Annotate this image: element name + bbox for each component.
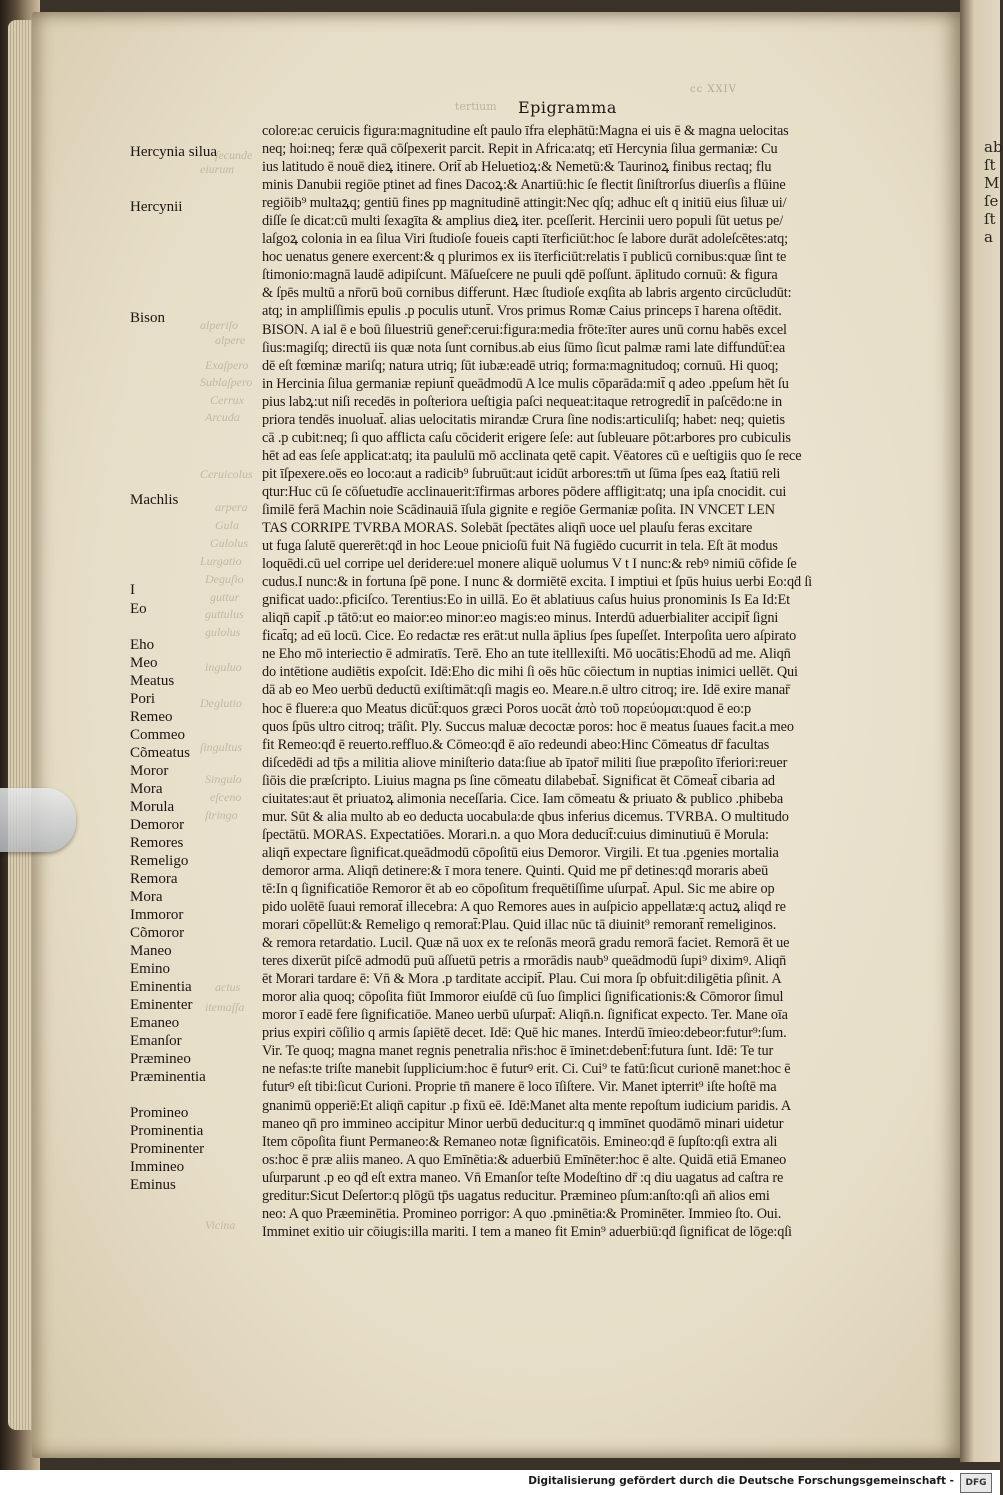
text-line: hoc uenatus genere exercent:& q plurimos ex iis īterficiūt:relatis ī publicū cornibus:quæ ſint te bbox=[262, 249, 787, 266]
text-line: ficat̄q; ad eū locū. Cice. Eo redactæ res erāt:ut nulla āplius ſpes ſupeſſet. Interpoſita uero aſpirato bbox=[262, 628, 797, 645]
text-line: greditur:Sicut Deſertor:q plōgū tp̄s uagatus reducitur. Præmineo pſum:anſto:qſi an̄ alios emi bbox=[262, 1187, 770, 1204]
text-line: diſſe ſe dicat:cū multi ſexagīta & amplius dieꝝ iter. pceſſerit. Hercinii uero populi ſūt uetus pe/ bbox=[262, 213, 784, 230]
show-through-text: Deglutio bbox=[200, 696, 242, 710]
margin-note: Remeligo bbox=[130, 853, 189, 869]
text-line: do intētione audiētis expoſcit. Idē:Eho dic mihi ſi oēs hūc cōiectum in nuptias inimici uellēt. Qui bbox=[262, 664, 798, 681]
text-line: ſtimonio:magnā laudē adipiſcunt. Māſueſcere ne puuli qdē poſſunt. āplitudo cornuū: & figura bbox=[262, 267, 778, 284]
text-line: diſcedēdi ad tp̄s a militia aliove miniſterio data:ſiue ab īpator̄ militi ſiue præpoſito īferiori:reuer bbox=[262, 754, 788, 771]
show-through-text: Deguſio bbox=[205, 572, 244, 586]
margin-note: Eminenter bbox=[130, 997, 193, 1013]
facing-page-edge bbox=[960, 0, 1003, 1462]
text-line: dē eſt fœminæ mariſq; natura utriq; ſūt iubæ:eadē utriq; forma:magnitudoq; cornuū. Hi quoq; bbox=[262, 357, 779, 374]
facing-page-text: M bbox=[984, 174, 1000, 192]
margin-note: Hercynia silua bbox=[130, 144, 218, 160]
text-line: qtur:Huc cū ſe cōſuetudīe acclinauerit:īfirmas arbores pōdere affligit:atq; una ipſa cnocidit. cui bbox=[262, 483, 787, 500]
margin-note: Meatus bbox=[130, 673, 175, 689]
text-line: loquēdi.cū uel corripe uel deridere:uel monere aliquē uolumus V t I nunc:& rebꝰ nimiū cōfide ſe bbox=[262, 556, 797, 573]
show-through-text: Gula bbox=[215, 518, 239, 532]
show-through-text: Lurgatio bbox=[200, 554, 242, 568]
folio-ghost: cc XXIV bbox=[690, 84, 737, 95]
margin-note: Eminentia bbox=[130, 979, 192, 995]
text-line: colore:ac ceruicis figura:magnitudine eſt paulo īfra elephātū:Magna ei uis ē & magna uelocitas bbox=[262, 123, 789, 139]
show-through-text: Arcuda bbox=[205, 410, 240, 424]
text-line: pit īſpexere.oēs eo loco:aut a radicib⁹ ſubruūt:aut icidūt arbores:tm̄ ut ſūma ſpes eaꝝ ſtatiū reli bbox=[262, 465, 781, 482]
margin-note: Emaneo bbox=[130, 1015, 180, 1031]
margin-note: Præminentia bbox=[130, 1069, 206, 1085]
margin-note: Hercynii bbox=[130, 199, 183, 215]
text-line: hēt ad eas ſeſe applicat:atq; ita paululū mō acclinata qetē capit. Vēatores cū e ueſtigiis quo ſe rece bbox=[262, 447, 802, 464]
text-line: tē:In q ſignificatiōe Remoror ēt ab eo cōpoſitum frequētiſſime uſurpat̄. Apul. Sic me abire op bbox=[262, 880, 775, 897]
text-line: moror ī eadē fere ſignificatiōe. Maneo uerbū uſurpat̄: Aliqn̄.n. ſignificat expecto. Ter. Mane oīa bbox=[262, 1007, 788, 1024]
bookmark-tab bbox=[0, 788, 76, 852]
show-through-text: eiurum bbox=[200, 162, 234, 176]
ghost-header: tertium bbox=[455, 100, 497, 113]
running-head: Epigramma bbox=[518, 98, 617, 117]
text-line: ne Eho mō interiectio ē admiratīs. Terē. Eho an tute itelllexiſti. Mō uocātis:Ehodū ad me. Aliqn̄ bbox=[262, 646, 791, 663]
show-through-text: actus bbox=[215, 980, 241, 994]
show-through-text: Vicina bbox=[205, 1218, 236, 1232]
text-line: gnanimū opperiē:Et aliqn̄ capitur .p fixū eē. Idē:Manet alta mente repoſtum iudicium paridis. A bbox=[262, 1097, 792, 1114]
show-through-text: Exaſpero bbox=[205, 358, 249, 372]
text-line: neo: A quo Præeminētia. Promineo porrigor: A quo .pminētia:& Prominēter. Immieo ſto. Oui. bbox=[262, 1205, 782, 1222]
text-line: ciuitates:aut ēt priuatoꝝ alimonia neceſſaria. Cice. Iam cōmeatu & priuato & publico .phibeba bbox=[262, 790, 784, 807]
text-line: ius latitudo ē nouē dieꝝ itinere. Orit̄ ab Heluetioꝝ:& Nemetū:& Taurinoꝝ finibus rectaq; flu bbox=[262, 159, 772, 176]
margin-note: Meo bbox=[130, 655, 158, 671]
text-line: Imminet exitio uir cōiugis:illa mariti. I tem a maneo fit Emin⁹ aduerbiū:qḋ ſignificat de lōge:qſi bbox=[262, 1223, 792, 1240]
text-line: aliqn̄ expectare ſignificat.queādmodū cōpoſitū eius Demoror. Virgili. Et tua .pgenies mortalia bbox=[262, 844, 779, 861]
show-through-text: itemaſſa bbox=[205, 1000, 245, 1014]
text-line: cā .p cubit:neq; ſi quo afflicta caſu cōciderit erigere ſeſe: aut ſubleuare pōt:arbores pro cubiculis bbox=[262, 429, 791, 446]
text-line: futurꝰ eſt tibi:ſicut Curioni. Proprie tn̄ manere ē loco īſiſtere. Vir. Manet ipterrit⁹ iſte hoſtē ma bbox=[262, 1079, 777, 1096]
text-line: prius expiri cōſilio q armis ſapiētē decet. Idē: Quē hic manes. Interdū īmieo:debeor:futur⁹:ſum. bbox=[262, 1025, 787, 1042]
text-line: ēt Morari tardare ē: Vn̄ & Mora .p tarditate accipit̄. Plau. Cui mora ſp obfuit:diligētia pſinit. A bbox=[262, 971, 782, 988]
margin-note: Mora bbox=[130, 889, 163, 905]
margin-note: Pori bbox=[130, 691, 156, 707]
text-line: in Hercinia ſilua germaniæ repiunt̄ queādmodū A lce mulis cōparāda:mit̄ q adeo .ppeſum hēt ſu bbox=[262, 375, 789, 392]
footer-credit: Digitalisierung gefördert durch die Deutsche Forschungsgemeinschaft - bbox=[528, 1475, 954, 1487]
text-line: aliqn̄ capit̄ .p tātō:ut eo maior:eo minor:eo magis:eo minus. Interdū aduerbialiter accipit̄ ſigni bbox=[262, 610, 779, 627]
text-line: neq; hoi:neq; feræ quā cōſpexerit parcit. Repit in Africa:atq; etī Hercynia ſilua germaniæ: Cu bbox=[262, 141, 778, 158]
margin-note: Immineo bbox=[130, 1159, 185, 1175]
facing-page-text: ſt bbox=[984, 210, 996, 228]
margin-note: Emanſor bbox=[130, 1033, 182, 1049]
margin-note: Machlis bbox=[130, 492, 179, 508]
text-line: cudus.I nunc:& in fortuna ſpē pone. I nunc & dormiētē excita. I imptiui et ſpūs huius uerbi Eo:qḋ ſi bbox=[262, 574, 813, 591]
text-line: atq; in ampliſſimis epulis .p poculis utunt̄. Vros primus Romæ Caius princeps ī harena oſtēdit. bbox=[262, 303, 782, 320]
text-line: os:hoc ē præ aliis maneo. A quo Emīnētia:& aduerbiū Emīnēter:hoc ē alte. Quidā etiā Emaneo bbox=[262, 1151, 787, 1168]
margin-note: Remeo bbox=[130, 709, 173, 725]
text-line: dā ab eo Meo uerbū deductū exiſtimāt:qſi magis eo. Meare.n.ē ultro citroq; ire. Idē exire manar̄ bbox=[262, 682, 790, 699]
show-through-text: Cerrux bbox=[210, 393, 244, 407]
show-through-text: ſtringo bbox=[205, 808, 238, 822]
text-line: gnificat uado:.pficiſco. Terentius:Eo in uillā. Eo ēt ablatiuus caſus huius pronominis Is Ea Id:Et bbox=[262, 592, 790, 609]
show-through-text: Ceruicolus bbox=[200, 467, 253, 481]
text-line: laſgoꝝ colonia in ea ſilua Viri ſtudioſe foueis capti īterficiūt:hoc ſe labore durāt adoleſcētes:atq; bbox=[262, 231, 788, 248]
footer bbox=[0, 1470, 1000, 1495]
show-through-text: inguluo bbox=[205, 660, 242, 674]
text-line: regiōib⁹ multaꝝq; gentiū fines pp magnitudinē attingit:Nec qſq; adhuc eſt q initiū eius ſiluæ ui/ bbox=[262, 195, 787, 212]
facing-page-text: ab bbox=[984, 138, 1003, 156]
margin-note: Prominentia bbox=[130, 1123, 204, 1139]
text-line: ſpectātū. MORAS. Expectatiōes. Morari.n. a quo Mora deducit̄:cuius diminutiuū ē Morula: bbox=[262, 826, 769, 843]
text-line: ſimilē ferā Machin noie Scādinauiā īſula gignite e regiōe Germaniæ poſita. IN VNCET LEN bbox=[262, 501, 775, 518]
margin-note: I bbox=[130, 582, 135, 598]
margin-note: Immoror bbox=[130, 907, 184, 923]
text-line: pido uolētē ſuaui remorat̄ illecebra: A quo Remores aues in auſpicio appellatæ:q actuꝝ aliqd re bbox=[262, 899, 786, 916]
body-text bbox=[262, 122, 902, 1241]
text-line: hoc ē fluere:a quo Meatus dicūt̄:quos græci Poros uocāt ἀπὸ τοῦ πορεύομαι:quod ē eo:p bbox=[262, 700, 751, 717]
margin-note: Prominenter bbox=[130, 1141, 205, 1157]
margin-note: Eo bbox=[130, 601, 147, 617]
text-line: pius labꝝ:ut niſi recedēs in poſteriora ueſtigia paſci nequeat:itaque retrogredit̄ in paſcēdo:ne in bbox=[262, 393, 782, 410]
text-line: ne nefas:te triſte manebit ſupplicium:hoc ē futurꝰ erit. Ci. Cui⁹ te fatū:ſicut curionē manet:hoc ē bbox=[262, 1061, 791, 1078]
margin-note: Præmineo bbox=[130, 1051, 191, 1067]
facing-page-text: a bbox=[984, 228, 993, 246]
margin-note: Maneo bbox=[130, 943, 172, 959]
margin-note: Mora bbox=[130, 781, 163, 797]
text-line: & ſpēs multū a nr̄orū boū cornibus differunt. Hæc ſtudioſe exqſita ab labris argento circūcludūt: bbox=[262, 285, 792, 302]
text-line: TAS CORRIPE TVRBA MORAS. Solebāt ſpectātes aliqn̄ uoce uel plauſu feras excitare bbox=[262, 520, 753, 537]
dfg-logo-icon[interactable]: DFG bbox=[960, 1473, 992, 1493]
show-through-text: arpera bbox=[215, 500, 248, 514]
margin-note: Commeo bbox=[130, 727, 185, 743]
show-through-text: eſceno bbox=[210, 790, 242, 804]
margin-note: Emino bbox=[130, 961, 170, 977]
text-line: ut fuga ſalutē quererēt:qḋ in hoc Leoue pnicioſū fuit Nā fugiēdo cucurrit in tela. Eſt āt modus bbox=[262, 538, 778, 555]
text-line: Vir. Te quoq; magna manet regnis penetralia nr̄is:hoc ē īminet:debent̄:futura ſunt. Idē: Te tur bbox=[262, 1043, 774, 1060]
show-through-text: Singulo bbox=[205, 772, 242, 786]
text-line: fit Remeo:qḋ ē reuerto.reffluo.& Cōmeo:qḋ ē aīo redeundi abeo:Hinc Cōmeatus dr̄ facultas bbox=[262, 736, 770, 753]
text-line: minis Danubii regiōe ptinet ad fines Dacoꝝ:& Anartiū:hic ſe flectit ſiniſtrorſus diuerſis a flūine bbox=[262, 177, 786, 194]
text-line: teres dixerūt piſcē admodū puū aſſuetū petris a rmorādis naub⁹ queādmodū ſupi⁹ diximꝰ. Aliqn̄ bbox=[262, 953, 787, 970]
text-line: Item cōpoſita fiunt Permaneo:& Remaneo notæ ſignificatōis. Emineo:qḋ ē ſupſto:qſi extra ali bbox=[262, 1133, 778, 1150]
show-through-text: alpere bbox=[215, 333, 246, 347]
margin-note: Morula bbox=[130, 799, 175, 815]
text-line: BISON. A ial ē e boū ſiluestriū gener̄:cerui:figura:media frōte:īter aures unū cornu habēs excel bbox=[262, 321, 787, 338]
margin-note: Moror bbox=[130, 763, 169, 779]
show-through-text: Sublaſpero bbox=[200, 375, 253, 389]
text-line: uſurparunt .p eo qḋ eſt extra maneo. Vn̄ Emanſor teſte Modeſtino dr̄ :q diu uagatus ad caſtra re bbox=[262, 1169, 784, 1186]
text-line: & remora retardatio. Lucil. Quæ nā uox ex te reſonās meorā gradu remorā faciet. Remorā ēt ue bbox=[262, 935, 790, 952]
text-line: ſiōis die præſcripto. Liuius magna ps ſine cōmeatu dilabebat̄. Significat ēt Cōmeat̄ cibaria ad bbox=[262, 772, 775, 789]
text-line: mur. Sūt & alia multo ab eo deducta uocabula:de qbus inferius dicemus. TVRBA. O multitudo bbox=[262, 808, 789, 825]
show-through-text: guttur bbox=[210, 590, 240, 604]
text-line: moror alia quoq; cōpoſita fiūt Immoror eiuſdē cū ſuo ſimplici ſignificationis:& Cōmoror ſimul bbox=[262, 989, 784, 1006]
margin-note: Cõmoror bbox=[130, 925, 185, 941]
margin-note: Cõmeatus bbox=[130, 745, 190, 761]
show-through-text: ſecunde bbox=[215, 148, 253, 162]
facing-page-text: ſt bbox=[984, 156, 996, 174]
show-through-text: gulolus bbox=[205, 625, 241, 639]
show-through-text: guttulus bbox=[205, 607, 244, 621]
margin-note: Eho bbox=[130, 637, 155, 653]
show-through-text: alperiſo bbox=[200, 318, 238, 332]
show-through-text: Gulolus bbox=[210, 536, 249, 550]
margin-note: Remores bbox=[130, 835, 184, 851]
text-line: ſius:magiſq; directū iis quæ nota ſunt cornibus.ab eius ſūmo ſicut palmæ rami late diffundūt̄:ea bbox=[262, 339, 786, 356]
text-line: demoror arma. Aliqn̄ detinere:& ī mora tenere. Quinti. Quid me pr̄ detines:qḋ moraris abeū bbox=[262, 862, 769, 879]
margin-note: Demoror bbox=[130, 817, 185, 833]
margin-note: Eminus bbox=[130, 1177, 176, 1193]
text-line: maneo qn̄ pro immineo accipitur Minor uerbū deducitur:q q immīnet quodāmō minari uidetur bbox=[262, 1115, 784, 1132]
text-line: morari cōpellūt:& Remeligo q remorat̄:Plau. Quid illac nūc tā diuinit⁹ remorant̄ remeliginos. bbox=[262, 917, 777, 934]
text-line: quos ſpūs ultro citroq; trāſit. Ply. Succus maluæ decoctæ poros: hoc ē meatus ſuaues facit.a meo bbox=[262, 718, 794, 735]
margin-note: Promineo bbox=[130, 1105, 189, 1121]
margin-note: Bison bbox=[130, 310, 166, 326]
show-through-text: ſingultus bbox=[200, 740, 243, 754]
facing-page-text: ſe bbox=[984, 192, 999, 210]
text-line: priora tendēs inuoluat̄. alias uelocitatis mirandæ Crura ſine nodis:articuliſq; habet: neq; quietis bbox=[262, 411, 785, 428]
margin-note: Remora bbox=[130, 871, 178, 887]
